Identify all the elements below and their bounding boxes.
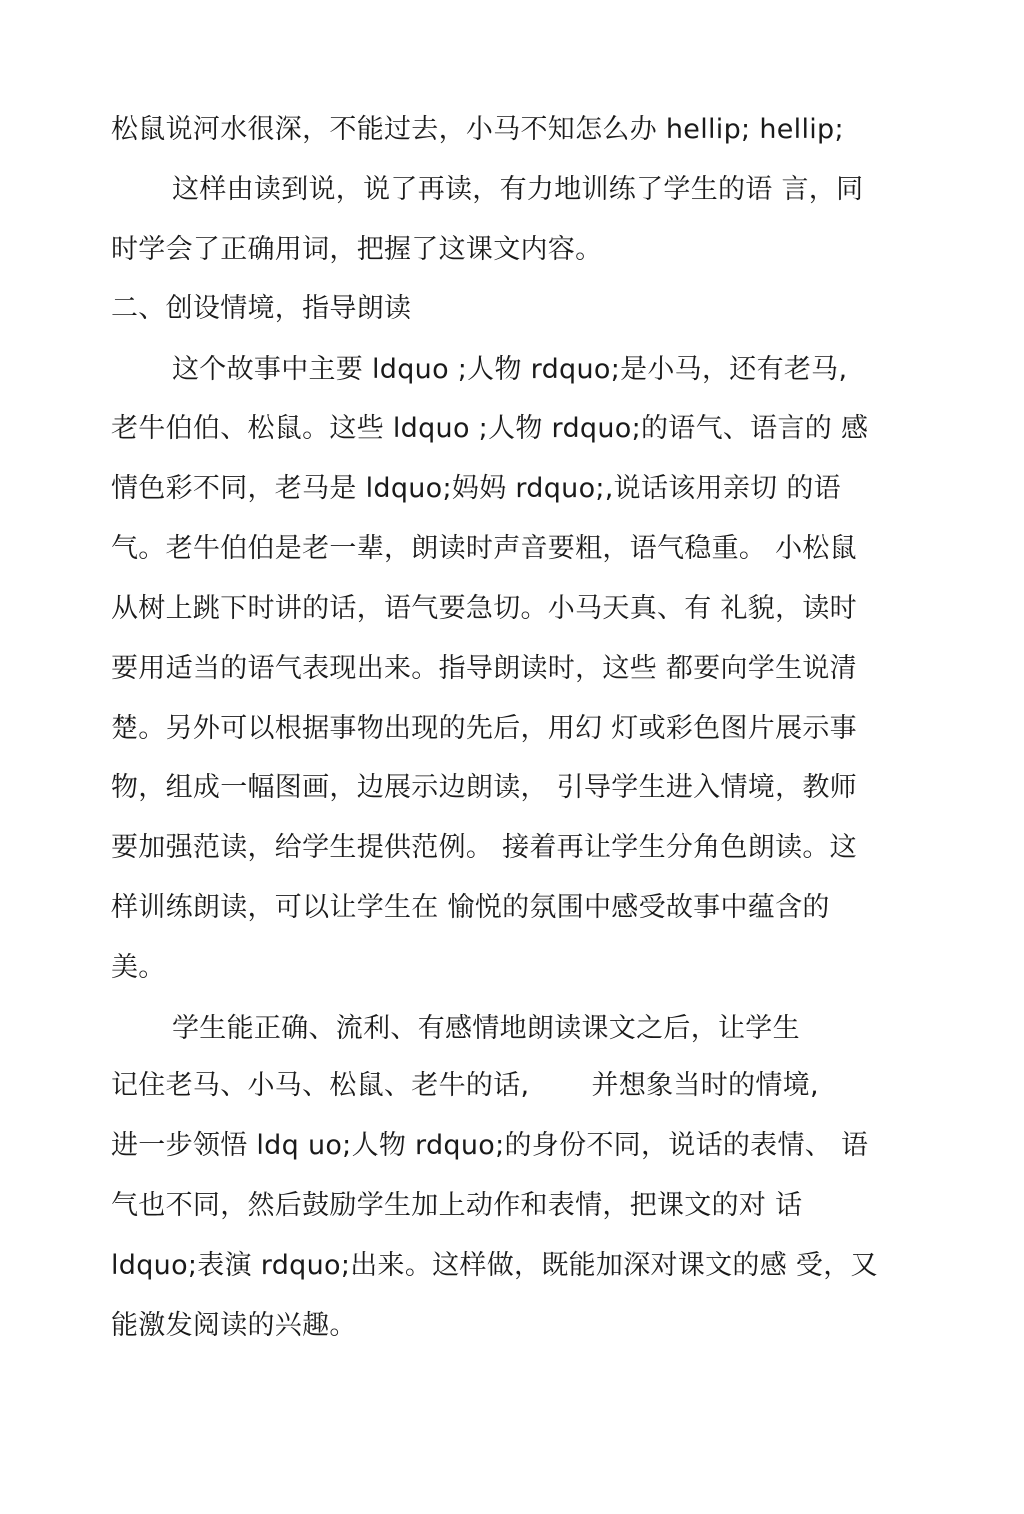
paragraph-first-line: 这样由读到说，说了再读，有力地训练了学生的语 言，同 xyxy=(172,174,864,205)
paragraph-first-line: 学生能正确、流利、有感情地朗读课文之后，让学生 xyxy=(172,1013,800,1044)
section-heading: 二、创设情境，指导朗读 xyxy=(111,293,412,324)
text-line: 要加强范读，给学生提供范例。 接着再让学生分角色朗读。这 xyxy=(111,832,857,863)
text-line: 气也不同，然后鼓励学生加上动作和表情，把课文的对 话 xyxy=(111,1190,803,1221)
text-line: 要用适当的语气表现出来。指导朗读时，这些 都要向学生说清 xyxy=(111,653,857,684)
text-line: 样训练朗读，可以让学生在 愉悦的氛围中感受故事中蕴含的 xyxy=(111,892,830,923)
text-line: 松鼠说河水很深，不能过去，小马不知怎么办 hellip; hellip; xyxy=(111,114,844,145)
text-line: 从树上跳下时讲的话，语气要急切。小马天真、有 礼貌，读时 xyxy=(111,593,857,624)
text-line: 进一步领悟 ldq uo;人物 rdquo;的身份不同，说话的表情、 语 xyxy=(111,1130,869,1161)
paragraph-first-line: 这个故事中主要 ldquo ;人物 rdquo;是小马，还有老马, xyxy=(172,354,848,385)
text-line: 美。 xyxy=(111,952,166,983)
text-line: 能激发阅读的兴趣。 xyxy=(111,1310,357,1341)
text-line: 物，组成一幅图画，边展示边朗读， 引导学生进入情境，教师 xyxy=(111,772,857,803)
text-line: 气。老牛伯伯是老一辈，朗读时声音要粗，语气稳重。 小松鼠 xyxy=(111,533,857,564)
text-line: ldquo;表演 rdquo;出来。这样做，既能加深对课文的感 受，又 xyxy=(111,1250,878,1281)
text-line: 情色彩不同，老马是 ldquo;妈妈 rdquo;,说话该用亲切 的语 xyxy=(111,473,841,504)
text-line: 记住老马、小马、松鼠、老牛的话, 并想象当时的情境, xyxy=(111,1070,819,1101)
text-line: 老牛伯伯、松鼠。这些 ldquo ;人物 rdquo;的语气、语言的 感 xyxy=(111,413,869,444)
text-line: 楚。另外可以根据事物出现的先后，用幻 灯或彩色图片展示事 xyxy=(111,713,857,744)
text-line: 时学会了正确用词，把握了这课文内容。 xyxy=(111,234,603,265)
